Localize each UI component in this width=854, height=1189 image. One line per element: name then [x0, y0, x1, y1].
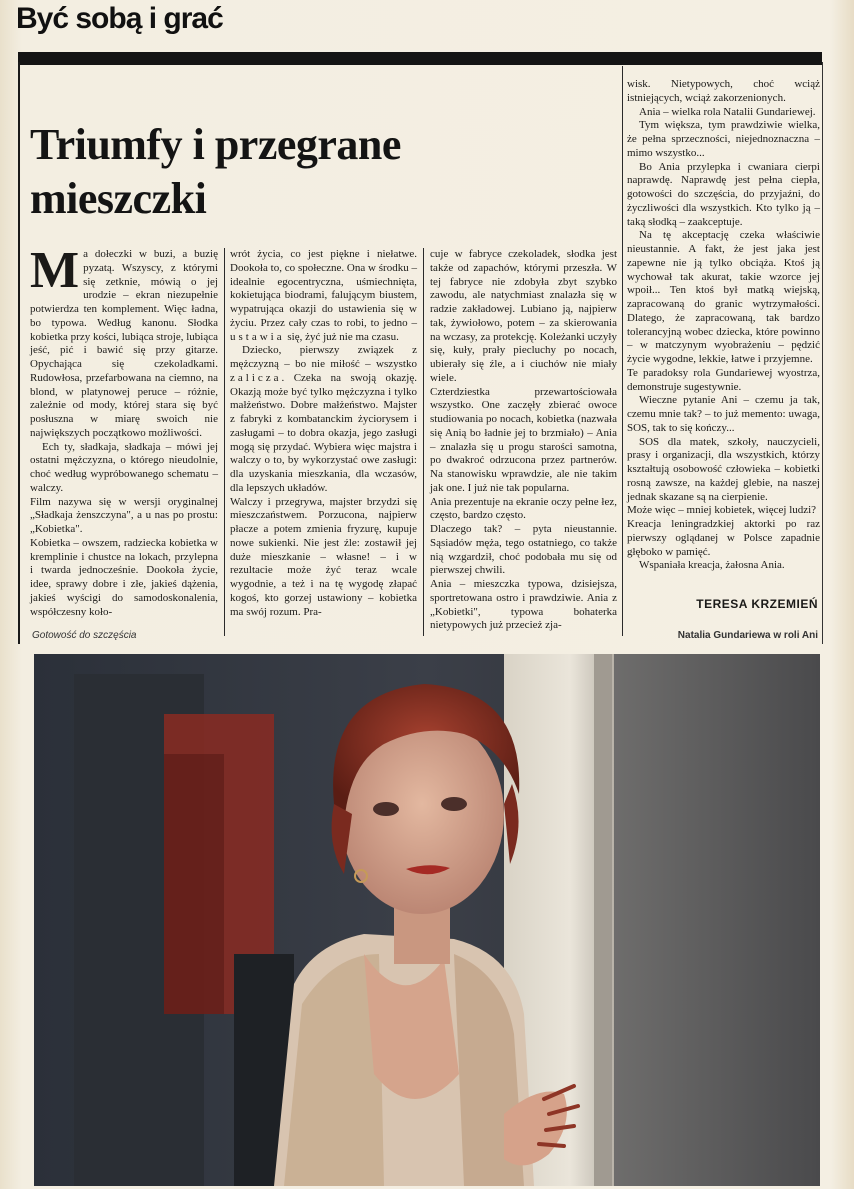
paragraph: Na tę akceptację czeka właściwie nieustannie. A fakt, że jest jaka jest zapewne nie ją tylko obciąża. Ktoś ją wychował tak akurat, takie wzorce jej wpoił... Ten ktoś był matką wiejską, zapracowaną do granic wytrzymałości. Dlatego, że zapracowaną, tak bardzo tolerancyjną wobec dziecka, które powinno – w matczynym wyobrażeniu – pędzić życie wygodne, lekkie, łatwe i przyjemne. — [627, 229, 820, 365]
article-column-3 — [430, 248, 617, 633]
photo-caption-left: Gotowość do szczęścia — [32, 630, 137, 641]
paragraph: Tym większa, tym prawdziwie wielka, że pełna sprzeczności, niejednoznaczna – mimo wszystko... — [627, 119, 820, 159]
paragraph: Czterdziestka przewartościowała wszystko. One zaczęły zbierać owoce studiowania po nocach, kobietka (nazwała się Anią bo ładnie jej to brzmiało) – Ania – znalazła się u progu starości samotna, po dwakroć odrzucona przez partnerów. Na stanowisku wprawdzie, ale nie takim jak one. I już nie tak popularna. — [430, 385, 617, 494]
article-headline — [30, 118, 610, 226]
drop-cap: M — [30, 242, 80, 299]
paragraph: Ania – wielka rola Natalii Gundariewej. — [639, 105, 816, 118]
paragraph: Wspaniała kreacja, żałosna Ania. — [639, 559, 785, 572]
paragraph: Ania prezentuje na ekranie oczy pełne łez, często, bardzo często. — [430, 495, 617, 522]
paragraph: SOS dla matek, szkoły, nauczycieli, prasy i organizacji, dla wszystkich, którzy kształtują osobowość człowieka – kobietki rosną zawsze, na każdej glebie, na naszej jednak skazane są na cierpienie. — [627, 435, 820, 503]
photo-caption-right: Natalia Gundariewa w roli Ani — [677, 630, 818, 641]
right-rule — [822, 62, 823, 644]
paragraph: Kreacja leningradzkiej aktorki po raz pierwszy oglądanej w Polsce zapadnie głęboko w pamięć. — [627, 518, 820, 558]
paragraph: Film nazywa się w wersji oryginalnej „Sładkaja żenszczyna", a u nas po prostu: „Kobietka". — [30, 495, 218, 535]
paragraph: Kobietka – owszem, radziecka kobietka w kremplinie i chustce na lokach, przylepna i twarda jednocześnie. Dookoła życie, idee, sprawy dobre i złe, jakieś dążenia, jakieś wyścigi do samodoskonalenia, współczesny koło- — [30, 536, 218, 618]
left-rule — [18, 62, 20, 644]
paragraph: Bo Ania przylepka i cwaniara cierpi naprawdę. Naprawdę jest pełna ciepła, gotowości do szczęścia, do przyjaźni, do życzliwości dla wszystkich. Kto tylko ją – taką słodką – zaakceptuje. — [627, 160, 820, 228]
paragraph: cuje w fabryce czekoladek, słodka jest także od zapachów, którymi przeszła. W tej fabryce nie zdobyła zbyt szybko zawodu, ale natychmiast znalazła się w radzie zakładowej. Lubiano ją, najpierw tak, żywiołowo, potem – za skierowania na wczasy, za protekcję. Koleżanki uczyły się, kuły, prały piecluchy po nocach, ubierały się źle, a i ciuchów nie miały wiele. — [430, 248, 617, 384]
paragraph: Dlaczego tak? – pyta nieustannie. Sąsiadów męża, tego ostatniego, co także nią wzgardził, choć podobała mu się od pierwszej chwili. — [430, 523, 617, 577]
top-rule — [18, 52, 822, 65]
paragraph: Może więc – mniej kobietek, więcej ludzi? — [627, 504, 817, 517]
column-separator — [423, 248, 424, 636]
paragraph: Ma dołeczki w buzi, a buzię pyzatą. Wszyscy, z którymi się zetknie, mówią o jej urodzie – ekran niezupełnie potwierdza ten komplement. Więc ładna, bo typowa. Według kanonu. Słodka kobietka przy kości, lubiąca stroje, lubiąca jeść, pić i bawić się przy gitarze. Opychająca się czekoladkami. Rudowłosa, przefarbowana na ciemno, na blond, w platynowej peruce – różnie, zależnie od mody, której stara się być posłuszna w miarę swoich nie największych początkowo możliwości. — [30, 242, 218, 439]
paragraph: Ania – mieszczka typowa, dzisiejsza, sportretowana ostro i prawdziwie. Ania z „Kobietki", typowa bohaterka nietypowych już przecież zja- — [430, 578, 617, 632]
paragraph: Te paradoksy rola Gundariewej wyostrza, demonstruje sugestywnie. — [627, 366, 820, 393]
article-column-2 — [230, 248, 417, 619]
article-column-4 — [627, 78, 820, 573]
author-byline: TERESA KRZEMIEŃ — [696, 597, 818, 611]
column-separator — [224, 248, 225, 636]
article-column-1 — [30, 242, 218, 619]
film-still-photo — [34, 654, 820, 1186]
column-separator — [622, 66, 623, 636]
photo-illustration — [34, 654, 820, 1186]
section-header: Być sobą i grać — [16, 2, 223, 35]
paragraph: Dziecko, pierwszy związek z mężczyzną – bo nie miłość – wszystko zalicza. Czeka na swoją okazję. Okazją może być tylko mężczyzna i tylko małżeństwo. Dobre małżeństwo. Majster z fabryki z kombatanckim życiorysem i zasługami – to dobra okazja, jego zasługi mogą się przydać. Wybiera więc majstra i walczy o to, by wykorzystać owe zasługi: dla uzyskania mieszkania, dla wczasów, dla lepszych układów. — [230, 344, 417, 494]
paragraph: Walczy i przegrywa, majster brzydzi się mieszczaństwem. Porzucona, najpierw płacze a potem zmienia fryzurę, kupuje nowe sukienki. Nie jest źle: zostawił jej duże mieszkanie – własne! – i w rezultacie może żyć teraz wcale wygodnie, a też i na tę wygodę złapać kogoś, kto gorzej ustawiony – kobietka ma swój rozum. Pra- — [230, 495, 417, 618]
headline-line-1: Triumfy i przegrane — [30, 120, 401, 169]
paragraph: Ech ty, sładkaja, sładkaja – mówi jej ostatni mężczyzna, o którego nieudolnie, choć według wypróbowanego schematu – walczy. — [30, 440, 218, 494]
paragraph: Wieczne pytanie Ani – czemu ja tak, czemu mnie tak? – to już memento: uwaga, SOS, tak to się kończy... — [627, 394, 820, 434]
paragraph: wrót życia, co jest piękne i niełatwe. Dookoła to, co społeczne. Ona w środku – idealnie egocentryczna, uśmiechnięta, kokietująca biodrami, falującym biustem, wypatrująca okazji do ustawienia się w życiu. Przez cały czas to robi, to jedno – ustawia się, żyć już nie ma czasu. — [230, 248, 417, 343]
headline-line-2: mieszczki — [30, 174, 207, 223]
paragraph: wisk. Nietypowych, choć wciąż istniejących, wciąż zakorzenionych. — [627, 78, 820, 104]
